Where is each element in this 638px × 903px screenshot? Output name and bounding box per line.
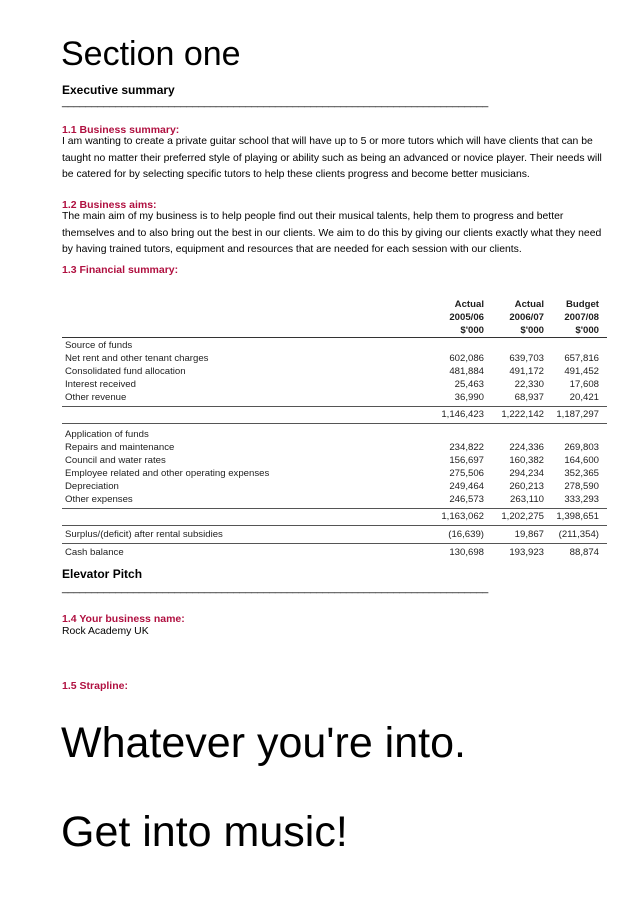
row-label: Other expenses [65, 494, 133, 505]
table-row [62, 454, 607, 467]
row-value: 260,213 [509, 481, 544, 492]
row-value: 88,874 [569, 547, 599, 558]
table-rule [62, 525, 607, 526]
strapline-line-2: Get into music! [61, 808, 348, 856]
table-row [62, 352, 607, 365]
divider-elevator: ________________________________________________________________________ [62, 582, 489, 594]
row-value: 1,146,423 [441, 409, 484, 420]
row-value: 639,703 [509, 353, 544, 364]
col2-header-line2: 2006/07 [509, 312, 544, 323]
divider-executive: ________________________________________________________________________ [62, 96, 489, 108]
strapline-heading: 1.5 Strapline: [62, 680, 128, 692]
row-value: 1,398,651 [556, 511, 599, 522]
row-value: 25,463 [454, 379, 484, 390]
table-row [62, 365, 607, 378]
row-value: 275,506 [449, 468, 484, 479]
business-summary-heading: 1.1 Business summary: [62, 124, 180, 136]
row-label: Net rent and other tenant charges [65, 353, 209, 364]
row-value: 1,163,062 [441, 511, 484, 522]
row-value: (211,354) [558, 529, 599, 540]
row-value: 224,336 [509, 442, 544, 453]
row-value: 278,590 [564, 481, 599, 492]
row-value: 156,697 [449, 455, 484, 466]
row-value: 294,234 [509, 468, 544, 479]
row-label: Interest received [65, 379, 136, 390]
elevator-pitch-heading: Elevator Pitch [62, 567, 143, 581]
row-value: 249,464 [449, 481, 484, 492]
row-label: Employee related and other operating expenses [65, 468, 270, 479]
row-value: 352,365 [564, 468, 599, 479]
source-total-row [62, 408, 607, 421]
application-heading: Application of funds [65, 429, 149, 440]
table-rule [62, 406, 607, 407]
col1-header-line2: 2005/06 [449, 312, 484, 323]
table-rule [62, 337, 607, 338]
source-heading: Source of funds [65, 340, 133, 351]
row-value: 269,803 [564, 442, 599, 453]
business-aims-heading: 1.2 Business aims: [62, 199, 157, 211]
row-label: Depreciation [65, 481, 119, 492]
row-value: 263,110 [510, 494, 544, 505]
table-row [62, 467, 607, 480]
table-row [62, 493, 607, 506]
table-header-row-3 [62, 324, 607, 337]
surplus-row [62, 528, 607, 541]
row-value: 193,923 [509, 547, 544, 558]
row-value: 1,222,142 [501, 409, 544, 420]
row-value: 130,698 [449, 547, 484, 558]
table-row [62, 391, 607, 404]
source-heading-row [62, 339, 607, 352]
table-rule [62, 508, 607, 509]
executive-summary-heading: Executive summary [62, 83, 175, 97]
business-name-value: Rock Academy UK [62, 626, 149, 637]
row-label: Cash balance [65, 547, 124, 558]
row-value: 20,421 [569, 392, 599, 403]
col1-header-line3: $'000 [460, 325, 484, 336]
row-value: 164,600 [564, 455, 599, 466]
application-total-row [62, 510, 607, 523]
row-value: 491,172 [509, 366, 544, 377]
row-value: 68,937 [514, 392, 544, 403]
row-label: Other revenue [65, 392, 127, 403]
col1-header-line1: Actual [454, 299, 484, 310]
row-value: 491,452 [564, 366, 599, 377]
table-rule [62, 423, 607, 424]
col3-header-line2: 2007/08 [564, 312, 599, 323]
row-value: 246,573 [449, 494, 484, 505]
row-label: Consolidated fund allocation [65, 366, 186, 377]
row-value: 481,884 [449, 366, 484, 377]
table-row [62, 480, 607, 493]
row-label: Surplus/(deficit) after rental subsidies [65, 529, 223, 540]
row-value: 36,990 [454, 392, 484, 403]
table-rule [62, 543, 607, 544]
row-label: Repairs and maintenance [65, 442, 175, 453]
col3-header-line1: Budget [565, 299, 599, 310]
table-header-row-1 [62, 298, 607, 311]
row-label: Council and water rates [65, 455, 166, 466]
row-value: 234,822 [449, 442, 484, 453]
business-aims-text: The main aim of my business is to help people find out their musical talents, help them to progress and better themselves and to also bring out the best in our clients. We aim to do this by giving our clients exactly what they need by having trained tutors, equipment and resources that are needed for each session with our clients. [62, 211, 602, 255]
table-row [62, 378, 607, 391]
row-value: (16,639) [448, 529, 484, 540]
application-heading-row [62, 428, 607, 441]
row-value: 22,330 [514, 379, 544, 390]
row-value: 657,816 [564, 353, 599, 364]
cash-row [62, 546, 607, 559]
col2-header-line3: $'000 [520, 325, 544, 336]
row-value: 1,202,275 [501, 511, 544, 522]
table-row [62, 441, 607, 454]
business-name-heading: 1.4 Your business name: [62, 613, 185, 625]
col3-header-line3: $'000 [575, 325, 599, 336]
row-value: 1,187,297 [556, 409, 599, 420]
strapline-line-1: Whatever you're into. [61, 719, 466, 767]
table-header-row-2 [62, 311, 607, 324]
row-value: 333,293 [564, 494, 599, 505]
row-value: 160,382 [509, 455, 544, 466]
business-summary-text: I am wanting to create a private guitar school that will have up to 5 or more tutors which will have clients that can be taught no matter their preferred style of playing or ability such as being an advanced or novice player. Their needs will be catered for by selecting specific tutors to help these clients progress and become better musicians. [62, 136, 602, 180]
page-title: Section one [61, 35, 241, 73]
col2-header-line1: Actual [514, 299, 544, 310]
financial-table [62, 298, 607, 560]
row-value: 602,086 [449, 353, 484, 364]
financial-summary-heading: 1.3 Financial summary: [62, 264, 179, 276]
row-value: 17,608 [569, 379, 599, 390]
row-value: 19,867 [514, 529, 544, 540]
